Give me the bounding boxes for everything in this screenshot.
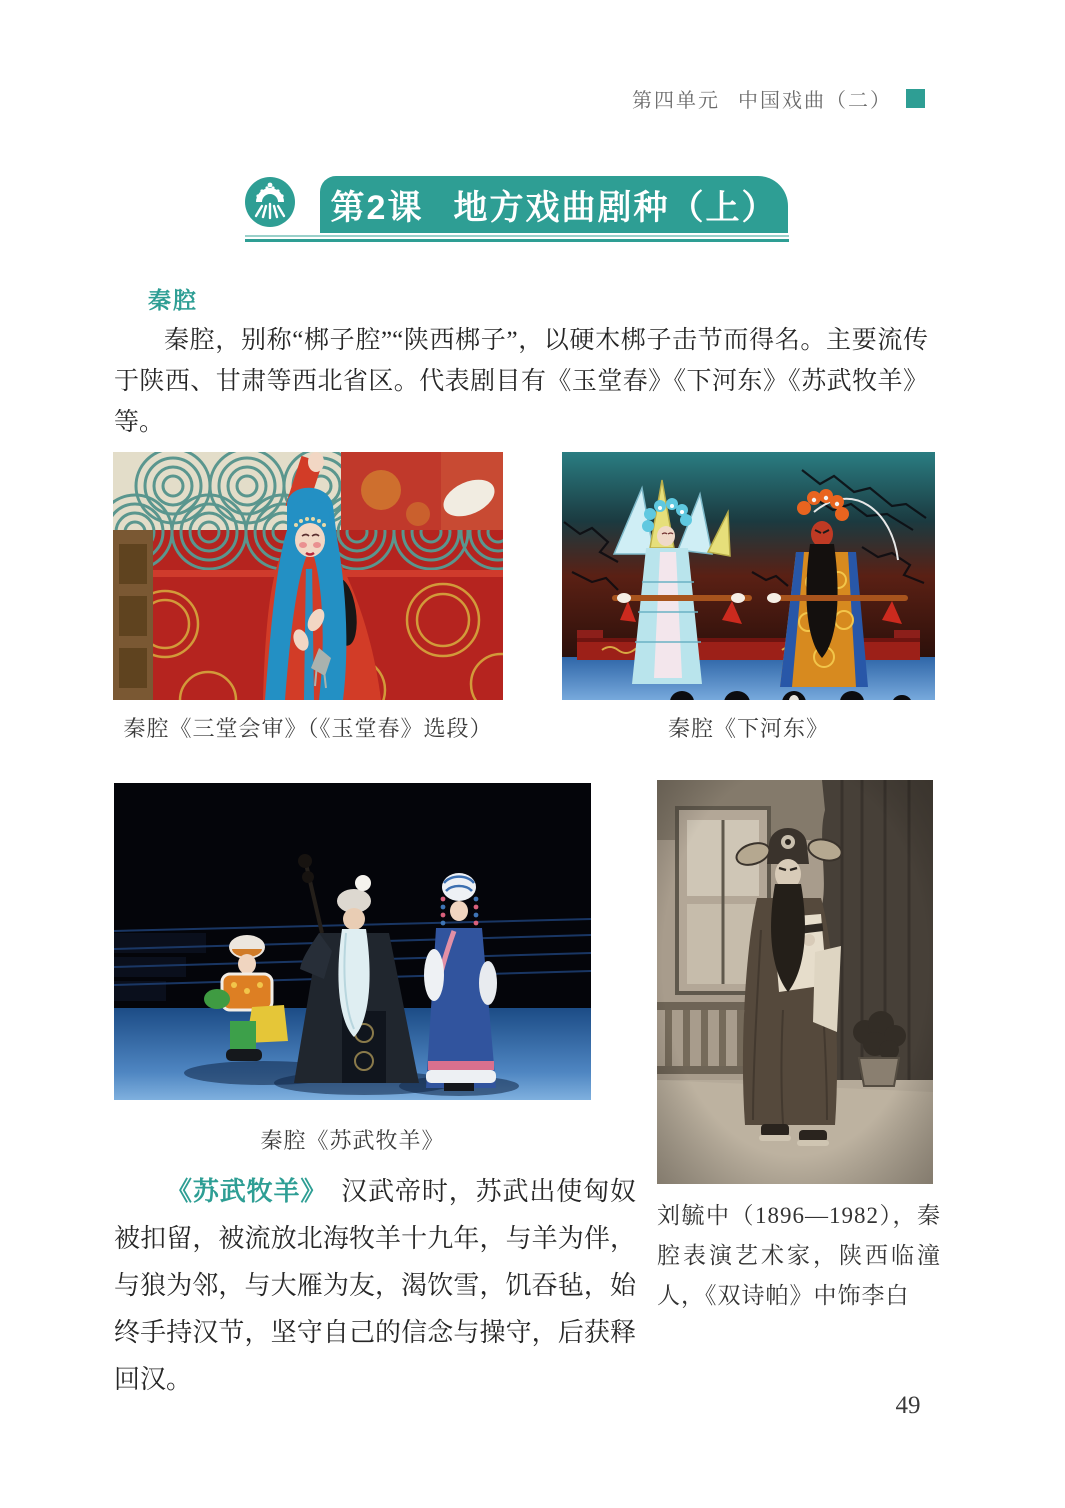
story-body: 汉武帝时，苏武出使匈奴被扣留，被流放北海牧羊十九年，与羊为伴，与狼为邻，与大雁为友，渴饮雪，饥吞毡，始终手持汉节，坚守自己的信念与操守，后获释回汉。 — [114, 1177, 636, 1394]
running-head — [632, 84, 925, 113]
photo-caption-liuyuzhong: 刘毓中（1896—1982），秦腔表演艺术家，陕西临潼人，《双诗帕》中饰李白 — [657, 1203, 941, 1308]
lesson-number: 第2课 — [330, 189, 424, 227]
photo-caption: 秦腔《下河东》 — [667, 716, 829, 741]
photo-caption: 秦腔《三堂会审》（《玉堂春》选段） — [123, 716, 493, 741]
lesson-title: 地方戏曲剧种（上） — [453, 189, 778, 227]
photo-liuyuzhong-portrait — [657, 780, 933, 1184]
unit-label: 第四单元 — [632, 90, 720, 112]
photo-caption: 秦腔《苏武牧羊》 — [260, 1128, 445, 1153]
section-paragraph: 秦腔，别称“梆子腔”“陕西梆子”，以硬木梆子击节而得名。主要流传于陕西、甘肃等西北省区。代表剧目有《玉堂春》《下河东》《苏武牧羊》等。 — [114, 327, 928, 436]
opera-emblem-icon — [244, 176, 296, 228]
banner-underline — [245, 235, 789, 242]
subject-label: 中国戏曲（二） — [738, 90, 892, 112]
story-title: 《苏武牧羊》 — [166, 1177, 328, 1206]
unit-marker-icon — [906, 89, 925, 108]
lesson-banner — [320, 176, 788, 233]
page-number: 49 — [895, 1392, 921, 1419]
section-heading: 秦腔 — [148, 287, 198, 313]
photo-xiahedong — [562, 452, 935, 700]
photo-santanghuishen — [113, 452, 503, 700]
story-paragraph — [114, 1168, 636, 1403]
photo-suwumuyang — [114, 783, 591, 1100]
